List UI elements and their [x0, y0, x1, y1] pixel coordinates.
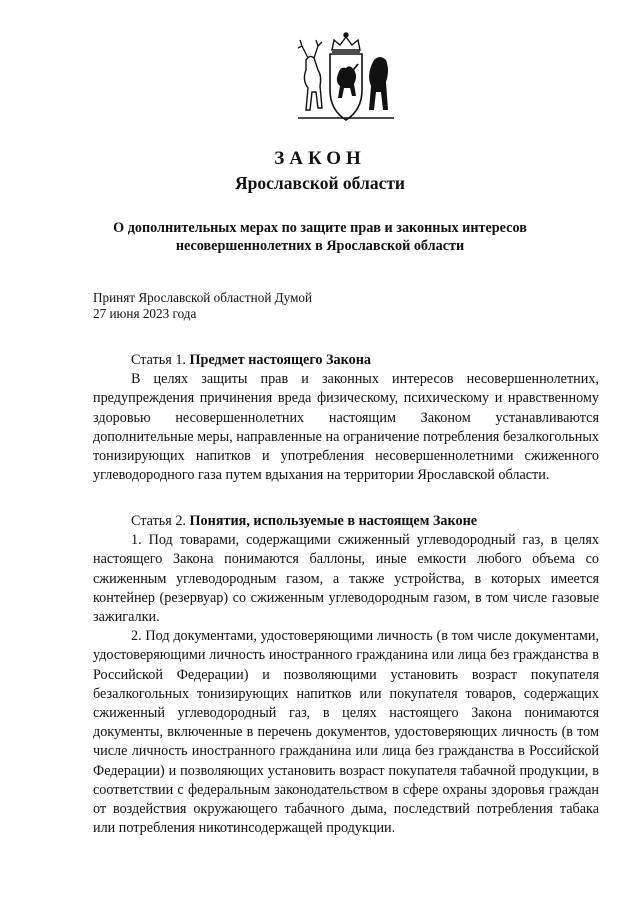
article-title: Предмет настоящего Закона: [189, 352, 371, 368]
article-paragraph: 2. Под документами, удостоверяющими личность (в том числе документами, удостоверяющими личность иностранного гражданина или лица без гражданства в Российской Федерации) и позволяющими установить возраст покупателя безалкогольных тонизирующих напитков или покупателя товаров, содержащих сжиженный углеводородный газ, в целях настоящего Закона понимаются документы, включенные в перечень документов, удостоверяющих личность (в том числе личность иностранного гражданина или лица без гражданства в Российской Федерации) и позволяющих установить возраст покупателя табачной продукции, в соответствии с федеральным законодательством в сфере охраны здоровья граждан от воздействия окружающего табачного дыма, последствий потребления табака или потребления никотинсодержащей продукции.: [93, 628, 599, 837]
article-paragraph: 1. Под товарами, содержащими сжиженный углеводородный газ, в целях настоящего Закона понимаются баллоны, иные емкости любого объема со сжиженным углеводородным газом, а также устройства, в которых имеется контейнер (резервуар) со сжиженным углеводородным газом, в том числе газовые зажигалки.: [93, 532, 599, 626]
region-name: Ярославской области: [234, 173, 406, 193]
yaroslavl-oblast-coat-of-arms-icon: [288, 30, 404, 126]
law-title-line: О дополнительных мерах по защите прав и законных интересов: [113, 220, 527, 236]
article-heading: [93, 512, 599, 531]
adopted-date: 27 июня 2023 года: [93, 306, 197, 321]
article-number: Статья 2.: [131, 513, 186, 529]
article-heading: [93, 351, 599, 370]
article-title: Понятия, используемые в настоящем Законе: [189, 513, 478, 529]
adoption-note: [93, 290, 312, 322]
article-number: Статья 1.: [131, 352, 186, 368]
adopted-by: Принят Ярославской областной Думой: [93, 290, 313, 305]
law-title-line: несовершеннолетних в Ярославской области: [175, 238, 465, 254]
article-2: [93, 512, 599, 838]
law-title: [110, 219, 530, 255]
document-type: ЗАКОН: [274, 148, 366, 169]
article-1: [93, 351, 599, 485]
article-paragraph: В целях защиты прав и законных интересов несовершеннолетних, предупреждения причинения вреда физическому, психическому и нравственному здоровью несовершеннолетних настоящим Законом устанавливаются дополнительные меры, направленные на ограничение потребления безалкогольных тонизирующих напитков и употребления несовершеннолетними сжиженного углеводородного газа путем вдыхания на территории Ярославской области.: [93, 371, 599, 484]
